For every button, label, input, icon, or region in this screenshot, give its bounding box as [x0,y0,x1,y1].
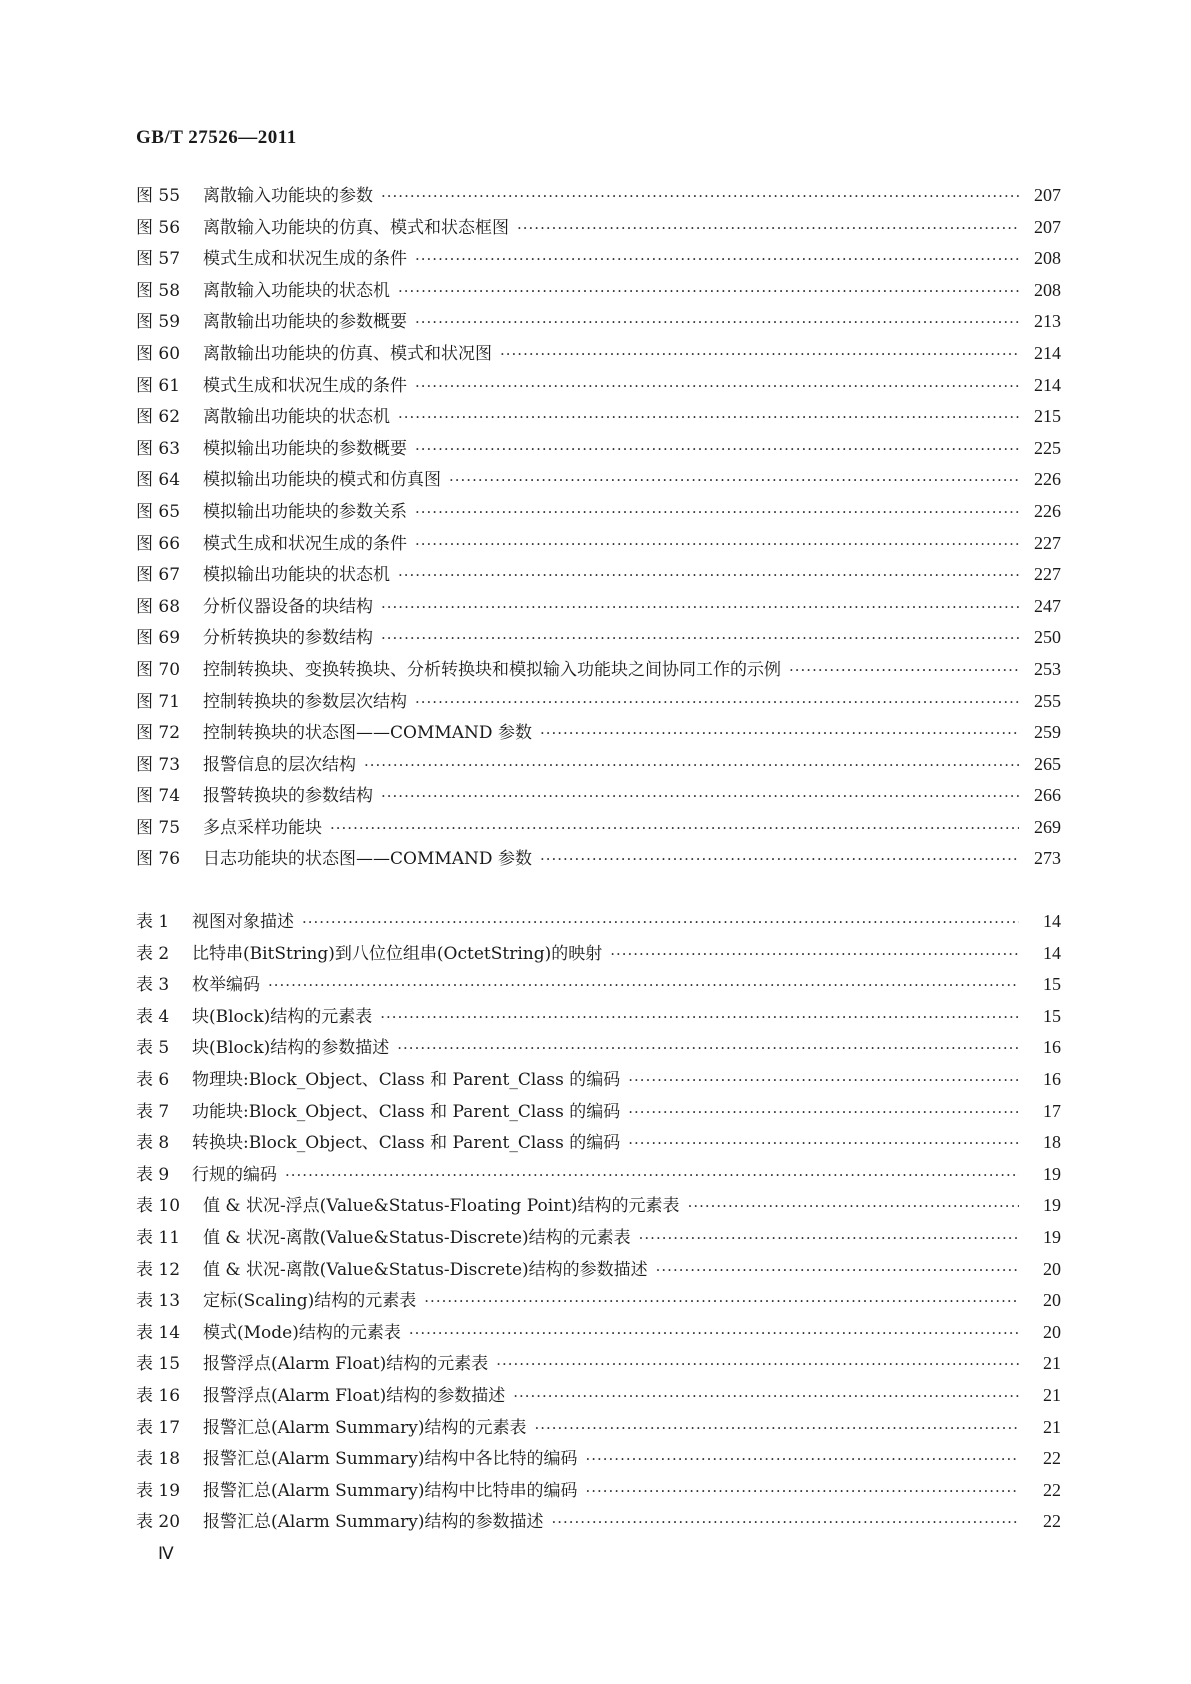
figure-page-number: 213 [1034,311,1061,332]
figure-number: 图 67 [136,565,181,586]
figure-number: 图 62 [136,407,181,428]
figure-entry[interactable] [136,654,1061,686]
table-entry[interactable] [136,1380,1061,1412]
table-number: 表 8 [136,1133,170,1154]
table-title: 值 & 状况-浮点(Value&Status-Floating Point)结构的元素表 [203,1196,680,1217]
dot-leader [409,1318,1019,1350]
figure-entry[interactable] [136,370,1061,402]
table-title: 模式(Mode)结构的元素表 [203,1322,401,1343]
table-page-number: 14 [1043,911,1061,931]
figure-number: 图 76 [136,849,181,870]
figure-entry[interactable] [136,686,1061,718]
dot-leader [415,497,1019,529]
figure-list [136,180,1061,875]
table-page-number: 21 [1043,1353,1061,1374]
table-title: 物理块:Block_Object、Class 和 Parent_Class 的编码 [192,1069,621,1090]
dot-leader [380,1002,1019,1034]
figure-number: 图 58 [136,280,181,301]
table-entry[interactable] [136,1222,1061,1254]
dot-leader [398,560,1019,592]
dot-leader [496,1349,1019,1381]
figure-entry[interactable] [136,717,1061,749]
figure-number: 图 69 [136,628,181,649]
table-title: 值 & 状况-离散(Value&Status-Discrete)结构的参数描述 [203,1259,648,1280]
figure-number: 图 71 [136,691,181,712]
figure-entry[interactable] [136,780,1061,812]
figure-entry[interactable] [136,212,1061,244]
table-title: 报警汇总(Alarm Summary)结构中各比特的编码 [203,1449,578,1470]
figure-title: 离散输出功能块的状态机 [203,407,390,428]
table-page-number: 22 [1043,1479,1061,1500]
figure-entry[interactable] [136,306,1061,338]
dot-leader [397,1033,1019,1065]
table-entry[interactable] [136,1001,1061,1033]
table-entry[interactable] [136,906,1061,938]
figure-page-number: 226 [1034,469,1061,490]
dot-leader [381,781,1019,813]
dot-leader [364,750,1019,782]
figure-page-number: 269 [1034,816,1061,837]
figure-number: 图 66 [136,533,181,554]
table-title: 块(Block)结构的元素表 [192,1006,373,1027]
figure-number: 图 68 [136,596,181,617]
table-title: 块(Block)结构的参数描述 [192,1038,390,1059]
table-page-number: 22 [1043,1511,1061,1532]
figure-title: 分析仪器设备的块结构 [203,596,373,617]
dot-leader [610,939,1019,971]
table-number: 表 7 [136,1101,170,1122]
figure-title: 报警转换块的参数结构 [203,786,373,807]
table-page-number: 22 [1043,1448,1061,1469]
table-entry[interactable] [136,1412,1061,1444]
figure-page-number: 208 [1034,279,1061,300]
figure-title: 离散输入功能块的仿真、模式和状态框图 [203,217,509,238]
figure-title: 模拟输出功能块的状态机 [203,565,390,586]
dot-leader [517,213,1019,245]
table-number: 表 11 [136,1227,181,1248]
dot-leader [639,1223,1019,1255]
figure-title: 模式生成和状况生成的条件 [203,533,407,554]
dot-leader [415,244,1019,276]
table-page-number: 16 [1043,1068,1061,1089]
figure-number: 图 65 [136,501,181,522]
figure-title: 离散输入功能块的参数 [203,186,373,206]
figure-page-number: 227 [1034,532,1061,553]
table-page-number: 19 [1043,1195,1061,1216]
figure-page-number: 215 [1034,406,1061,427]
dot-leader [381,592,1019,624]
figure-entry[interactable] [136,243,1061,275]
dot-leader [302,907,1019,939]
table-number: 表 1 [136,912,170,932]
figure-page-number: 265 [1034,753,1061,774]
dot-leader [285,1160,1019,1192]
figure-number: 图 74 [136,786,181,807]
dot-leader [415,434,1019,466]
figure-entry[interactable] [136,528,1061,560]
figure-number: 图 59 [136,312,181,333]
figure-title: 离散输出功能块的参数概要 [203,312,407,333]
dot-leader [540,718,1019,750]
dot-leader [540,844,1019,876]
table-page-number: 17 [1043,1100,1061,1121]
table-list [136,906,1061,1538]
table-title: 转换块:Block_Object、Class 和 Parent_Class 的编码 [192,1133,621,1154]
figure-page-number: 266 [1034,785,1061,806]
table-title: 报警汇总(Alarm Summary)结构的参数描述 [203,1512,544,1533]
table-title: 值 & 状况-离散(Value&Status-Discrete)结构的元素表 [203,1227,631,1248]
table-title: 报警汇总(Alarm Summary)结构的元素表 [203,1417,527,1438]
table-number: 表 15 [136,1354,181,1375]
table-page-number: 18 [1043,1132,1061,1153]
document-code: GB/T 27526—2011 [136,127,297,148]
table-number: 表 3 [136,975,170,996]
table-entry[interactable] [136,1032,1061,1064]
figure-number: 图 70 [136,659,181,680]
table-entry[interactable] [136,1443,1061,1475]
dot-leader [424,1286,1019,1318]
figure-number: 图 55 [136,186,181,206]
figure-number: 图 61 [136,375,181,396]
figure-page-number: 273 [1034,848,1061,869]
figure-title: 离散输入功能块的状态机 [203,280,390,301]
table-number: 表 19 [136,1480,181,1501]
dot-leader [381,181,1019,213]
dot-leader [789,655,1019,687]
table-title: 行规的编码 [192,1164,277,1185]
table-entry[interactable] [136,1317,1061,1349]
table-page-number: 16 [1043,1037,1061,1058]
dot-leader [415,529,1019,561]
table-number: 表 13 [136,1291,181,1312]
table-entry[interactable] [136,938,1061,970]
figure-number: 图 60 [136,343,181,364]
table-entry[interactable] [136,1348,1061,1380]
table-entry[interactable] [136,1475,1061,1507]
table-title: 定标(Scaling)结构的元素表 [203,1291,417,1312]
dot-leader [688,1191,1019,1223]
table-page-number: 20 [1043,1290,1061,1311]
figure-page-number: 250 [1034,627,1061,648]
figure-entry[interactable] [136,496,1061,528]
figure-entry[interactable] [136,559,1061,591]
table-number: 表 17 [136,1417,181,1438]
dot-leader [585,1476,1019,1508]
table-title: 报警汇总(Alarm Summary)结构中比特串的编码 [203,1480,578,1501]
dot-leader [398,402,1019,434]
table-number: 表 16 [136,1385,181,1406]
table-entry[interactable] [136,1159,1061,1191]
dot-leader [551,1507,1019,1539]
dot-leader [330,813,1019,845]
figure-page-number: 207 [1034,185,1061,205]
table-title: 比特串(BitString)到八位位组串(OctetString)的映射 [192,943,603,964]
figure-title: 模拟输出功能块的参数概要 [203,438,407,459]
figure-page-number: 247 [1034,595,1061,616]
figure-page-number: 208 [1034,248,1061,269]
table-title: 枚举编码 [192,975,260,996]
figure-entry[interactable] [136,180,1061,212]
table-number: 表 14 [136,1322,181,1343]
table-page-number: 19 [1043,1226,1061,1247]
figure-number: 图 56 [136,217,181,238]
figure-title: 模拟输出功能块的参数关系 [203,501,407,522]
table-title: 功能块:Block_Object、Class 和 Parent_Class 的编码 [192,1101,621,1122]
figure-page-number: 255 [1034,690,1061,711]
dot-leader [534,1413,1019,1445]
figure-title: 离散输出功能块的仿真、模式和状况图 [203,343,492,364]
figure-entry[interactable] [136,401,1061,433]
figure-page-number: 259 [1034,722,1061,743]
figure-page-number: 253 [1034,658,1061,679]
table-page-number: 19 [1043,1163,1061,1184]
table-page-number: 14 [1043,942,1061,963]
figure-title: 多点采样功能块 [203,817,322,838]
table-number: 表 4 [136,1006,170,1027]
figure-entry[interactable] [136,591,1061,623]
figure-entry[interactable] [136,275,1061,307]
dot-leader [628,1097,1019,1129]
figure-page-number: 226 [1034,500,1061,521]
table-entry[interactable] [136,1096,1061,1128]
figure-page-number: 225 [1034,437,1061,458]
table-entry[interactable] [136,1254,1061,1286]
table-entry[interactable] [136,1127,1061,1159]
table-number: 表 18 [136,1449,181,1470]
page-number: Ⅳ [158,1544,174,1563]
dot-leader [381,623,1019,655]
figure-page-number: 214 [1034,374,1061,395]
table-page-number: 15 [1043,974,1061,995]
figure-number: 图 64 [136,470,181,491]
dot-leader [513,1381,1019,1413]
table-entry[interactable] [136,1285,1061,1317]
table-entry[interactable] [136,1064,1061,1096]
dot-leader [415,371,1019,403]
table-number: 表 10 [136,1196,181,1217]
table-page-number: 20 [1043,1321,1061,1342]
table-page-number: 20 [1043,1258,1061,1279]
figure-page-number: 214 [1034,342,1061,363]
figure-title: 报警信息的层次结构 [203,754,356,775]
dot-leader [415,687,1019,719]
table-title: 报警浮点(Alarm Float)结构的元素表 [203,1354,489,1375]
figure-title: 控制转换块、变换转换块、分析转换块和模拟输入功能块之间协同工作的示例 [203,659,781,680]
dot-leader [415,307,1019,339]
dot-leader [500,339,1019,371]
dot-leader [585,1444,1019,1476]
table-entry[interactable] [136,1190,1061,1222]
figure-number: 图 73 [136,754,181,775]
table-number: 表 12 [136,1259,181,1280]
figure-entry[interactable] [136,433,1061,465]
dot-leader [656,1255,1019,1287]
figure-entry[interactable] [136,622,1061,654]
figure-page-number: 207 [1034,216,1061,237]
figure-entry[interactable] [136,338,1061,370]
figure-number: 图 75 [136,817,181,838]
dot-leader [398,276,1019,308]
dot-leader [449,465,1019,497]
figure-number: 图 63 [136,438,181,459]
table-entry[interactable] [136,969,1061,1001]
table-page-number: 15 [1043,1005,1061,1026]
table-number: 表 5 [136,1038,170,1059]
figure-title: 模拟输出功能块的模式和仿真图 [203,470,441,491]
figure-number: 图 57 [136,249,181,270]
table-number: 表 2 [136,943,170,964]
figure-page-number: 227 [1034,564,1061,585]
figure-title: 分析转换块的参数结构 [203,628,373,649]
dot-leader [268,970,1019,1002]
table-page-number: 21 [1043,1416,1061,1437]
figure-title: 控制转换块的状态图——COMMAND 参数 [203,723,532,744]
figure-title: 模式生成和状况生成的条件 [203,375,407,396]
table-entry[interactable] [136,1506,1061,1538]
dot-leader [628,1128,1019,1160]
table-number: 表 9 [136,1164,170,1185]
figure-title: 日志功能块的状态图——COMMAND 参数 [203,849,532,870]
table-number: 表 6 [136,1069,170,1090]
figure-entry[interactable] [136,464,1061,496]
table-title: 视图对象描述 [192,912,294,932]
figure-entry[interactable] [136,843,1061,875]
figure-entry[interactable] [136,812,1061,844]
table-number: 表 20 [136,1512,181,1533]
table-title: 报警浮点(Alarm Float)结构的参数描述 [203,1385,506,1406]
figure-entry[interactable] [136,749,1061,781]
figure-title: 控制转换块的参数层次结构 [203,691,407,712]
table-page-number: 21 [1043,1384,1061,1405]
figure-number: 图 72 [136,723,181,744]
dot-leader [628,1065,1019,1097]
figure-title: 模式生成和状况生成的条件 [203,249,407,270]
